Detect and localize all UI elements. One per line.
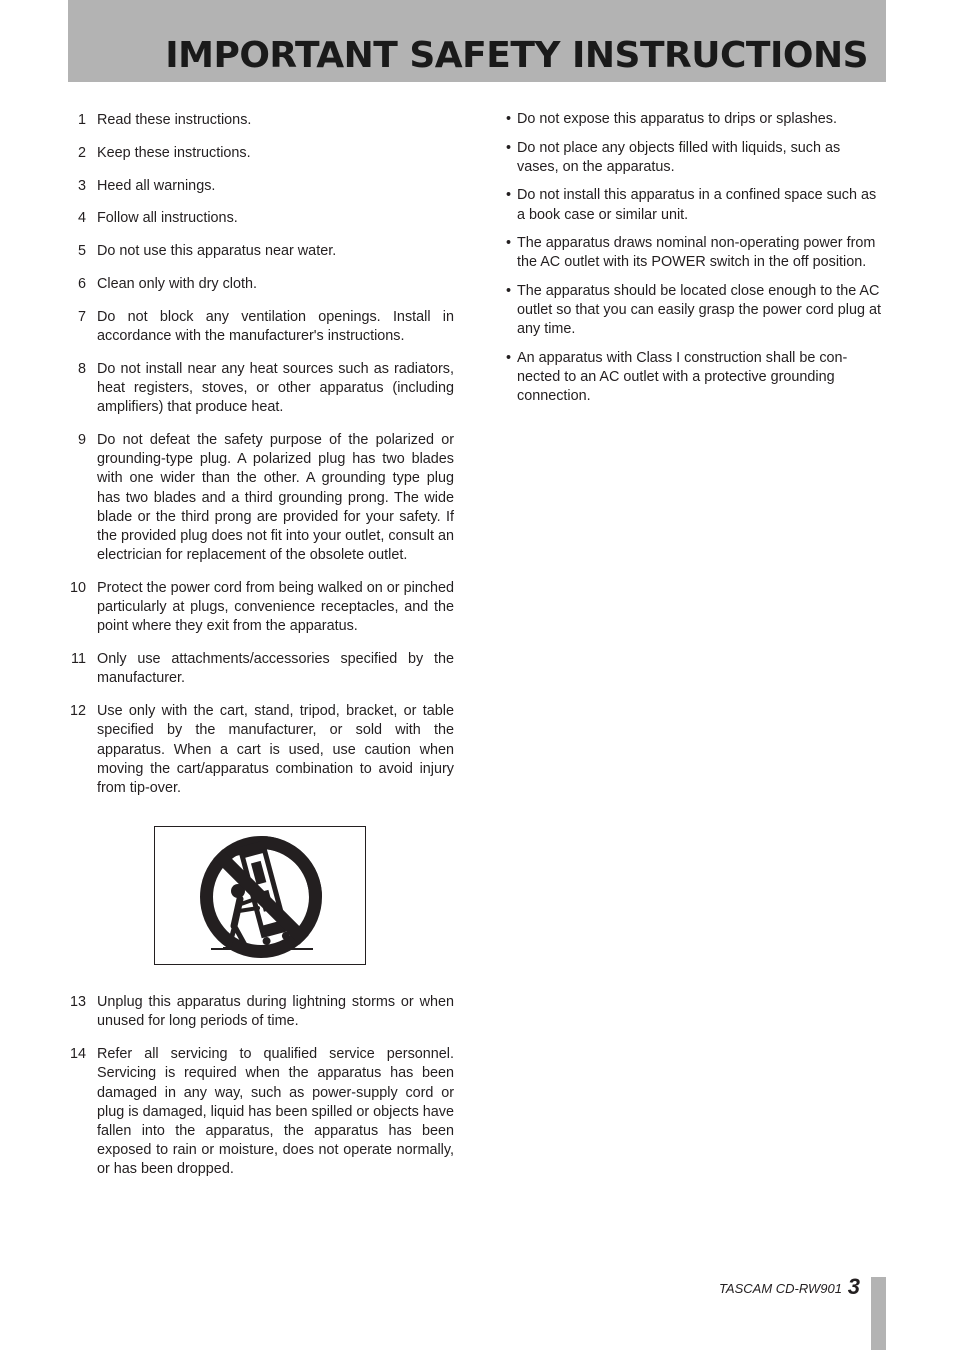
instruction-item [68, 702, 454, 798]
instruction-number: 11 [71, 651, 86, 668]
bullet-item [505, 139, 885, 177]
instruction-number: 9 [77, 431, 86, 448]
instruction-number: 13 [69, 994, 86, 1011]
instruction-item [68, 431, 454, 565]
instruction-text: Refer all servicing to qualified service personnel. Servicing is required when the apparatus has been damaged in any way, such as power-supply cord or plug is damaged, liquid has been spilled or objects have fallen into the apparatus, the apparatus has been exposed to rain or moisture, does not operate normally, or has been dropped. [97, 1046, 454, 1178]
bullet-text: An apparatus with Class I construction shall be con-nected to an AC outlet with a protective grounding connection. [517, 349, 848, 405]
instruction-number: 14 [69, 1046, 86, 1063]
instruction-item [68, 308, 454, 346]
instruction-item [68, 579, 454, 637]
instruction-text: Keep these instructions. [97, 144, 251, 161]
instruction-text: Clean only with dry cloth. [97, 275, 257, 292]
instruction-item [68, 111, 454, 130]
instruction-text: Do not use this apparatus near water. [97, 243, 337, 260]
page-number: 3 [847, 1274, 860, 1299]
instructions-column [68, 111, 454, 1193]
bullet-column [505, 110, 885, 416]
bullet-text: The apparatus draws nominal non-operating power from the AC outlet with its POWER switch in the off position. [517, 235, 876, 271]
instruction-item [68, 209, 454, 228]
bullet-text: The apparatus should be located close enough to the AC outlet so that you can easily grasp the power cord plug at any time. [517, 282, 881, 338]
page-title: IMPORTANT SAFETY INSTRUCTIONS [165, 35, 868, 76]
bullet-item [505, 110, 885, 129]
bullet-icon: • [506, 235, 512, 252]
instruction-text: Protect the power cord from being walked on or pinched particularly at plugs, convenience receptacles, and the point where they exit from the apparatus. [97, 580, 454, 635]
instruction-item [68, 177, 454, 196]
instruction-number: 12 [69, 703, 86, 720]
instruction-text: Do not defeat the safety purpose of the polarized or grounding-type plug. A polarized plug has two blades with one wider than the other. A grounding type plug has two blades and a third grounding prong. The wide blade or the third prong are provided for your safety. If the provided plug does not fit into your outlet, consult an electrician for replacement of the obsolete outlet. [97, 431, 454, 564]
instruction-number: 8 [77, 360, 86, 377]
bullet-text: Do not install this apparatus in a confined space such as a book case or similar unit. [517, 187, 877, 223]
instruction-text: Heed all warnings. [97, 177, 216, 194]
page-edge-tab [871, 1277, 886, 1350]
instruction-item [68, 1045, 454, 1179]
instruction-text: Do not install near any heat sources such as radiators, heat registers, stoves, or other apparatus (including amplifiers) that produce heat. [97, 360, 454, 416]
bullet-item [505, 234, 885, 272]
instruction-number: 4 [77, 210, 86, 227]
instruction-item [68, 993, 454, 1031]
instruction-item [68, 650, 454, 688]
cart-tip-over-warning-icon [155, 827, 365, 964]
instruction-item [68, 360, 454, 418]
instruction-number: 7 [77, 308, 86, 325]
instruction-text: Do not block any ventilation openings. Install in accordance with the manufacturer's instructions. [97, 308, 454, 344]
bullet-item [505, 282, 885, 340]
instruction-number: 3 [77, 177, 86, 194]
instruction-text: Only use attachments/accessories specified by the manufacturer. [97, 651, 454, 687]
bullet-icon: • [506, 282, 512, 299]
bullet-icon: • [506, 187, 512, 204]
bullet-icon: • [506, 139, 512, 156]
instruction-item [68, 242, 454, 261]
instruction-item [68, 144, 454, 163]
bullet-icon: • [506, 111, 512, 127]
instruction-number: 1 [77, 112, 86, 128]
footer-model: TASCAM CD-RW901 [718, 1281, 842, 1296]
bullet-text: Do not expose this apparatus to drips or splashes. [517, 111, 837, 127]
bullet-item [505, 186, 885, 224]
instruction-text: Read these instructions. [97, 112, 252, 128]
bullet-item [505, 349, 885, 407]
instruction-number: 6 [77, 275, 86, 292]
instruction-text: Unplug this apparatus during lightning storms or when unused for long periods of time. [97, 994, 454, 1030]
instruction-number: 10 [69, 580, 86, 596]
instruction-number: 5 [77, 243, 86, 260]
bullet-text: Do not place any objects filled with liquids, such as vases, on the apparatus. [517, 139, 841, 175]
bullet-icon: • [506, 349, 512, 366]
instruction-item [68, 275, 454, 294]
instruction-number: 2 [77, 144, 86, 161]
instruction-text: Use only with the cart, stand, tripod, bracket, or table specified by the manufacturer, or sold with the apparatus. When a cart is used, use caution when moving the cart/apparatus combination to avoid injury from tip-over. [97, 703, 454, 797]
cart-warning-figure [154, 826, 366, 965]
page-header [68, 0, 886, 82]
instruction-text: Follow all instructions. [97, 210, 238, 227]
